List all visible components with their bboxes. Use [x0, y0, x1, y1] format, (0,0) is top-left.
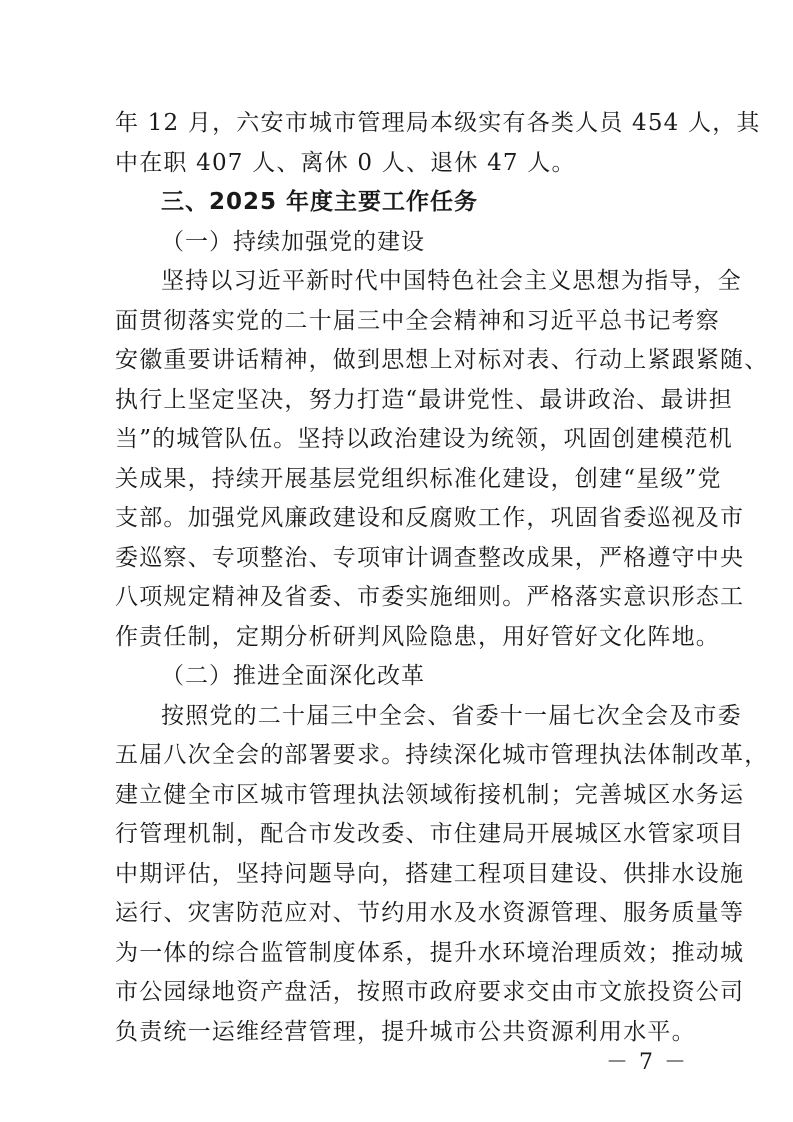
paragraph-line: 为一体的综合监管制度体系，提升水环境治理质效；推动城	[115, 940, 745, 966]
paragraph-line: 八项规定精神及省委、市委实施细则。严格落实意识形态工	[115, 584, 745, 610]
subsection-heading: （二）推进全面深化改革	[161, 663, 425, 689]
paragraph-line: 负责统一运维经营管理，提升城市公共资源利用水平。	[115, 1019, 696, 1045]
paragraph-line: 安徽重要讲话精神，做到思想上对标对表、行动上紧跟紧随、	[115, 347, 769, 373]
paragraph-line: 行管理机制，配合市发改委、市住建局开展城区水管家项目	[115, 821, 745, 847]
paragraph-line: 当”的城管队伍。坚持以政治建设为统领，巩固创建模范机	[115, 426, 733, 452]
paragraph-line: 中期评估，坚持问题导向，搭建工程项目建设、供排水设施	[115, 861, 745, 887]
subsection-heading: （一）持续加强党的建设	[161, 229, 425, 255]
section-heading: 三、2025 年度主要工作任务	[161, 189, 479, 215]
paragraph-line: 关成果，持续开展基层党组织标准化建设，创建“星级”党	[115, 466, 722, 492]
paragraph-line: 支部。加强党风廉政建设和反腐败工作，巩固省委巡视及市	[115, 505, 745, 531]
paragraph-line: 执行上坚定坚决，努力打造“最讲党性、最讲政治、最讲担	[115, 387, 733, 413]
paragraph-line: 市公园绿地资产盘活，按照市政府要求交由市文旅投资公司	[115, 979, 745, 1005]
paragraph-line: 建立健全市区城市管理执法领域衔接机制；完善城区水务运	[115, 782, 745, 808]
page-number: － 7 －	[606, 1050, 688, 1075]
paragraph-line: 委巡察、专项整治、专项审计调查整改成果，严格遵守中央	[115, 545, 745, 571]
paragraph-line: 五届八次全会的部署要求。持续深化城市管理执法体制改革，	[115, 742, 769, 768]
paragraph-line: 运行、灾害防范应对、节约用水及水资源管理、服务质量等	[115, 900, 745, 926]
paragraph-line: 坚持以习近平新时代中国特色社会主义思想为指导，全	[161, 268, 742, 294]
paragraph-line: 按照党的二十届三中全会、省委十一届七次全会及市委	[161, 703, 742, 729]
paragraph-line: 面贯彻落实党的二十届三中全会精神和习近平总书记考察	[115, 308, 720, 334]
paragraph-line: 年 12 月，六安市城市管理局本级实有各类人员 454 人，其	[115, 110, 761, 136]
paragraph-line: 作责任制，定期分析研判风险隐患，用好管好文化阵地。	[115, 624, 720, 650]
paragraph-line: 中在职 407 人、离休 0 人、退休 47 人。	[115, 150, 576, 176]
